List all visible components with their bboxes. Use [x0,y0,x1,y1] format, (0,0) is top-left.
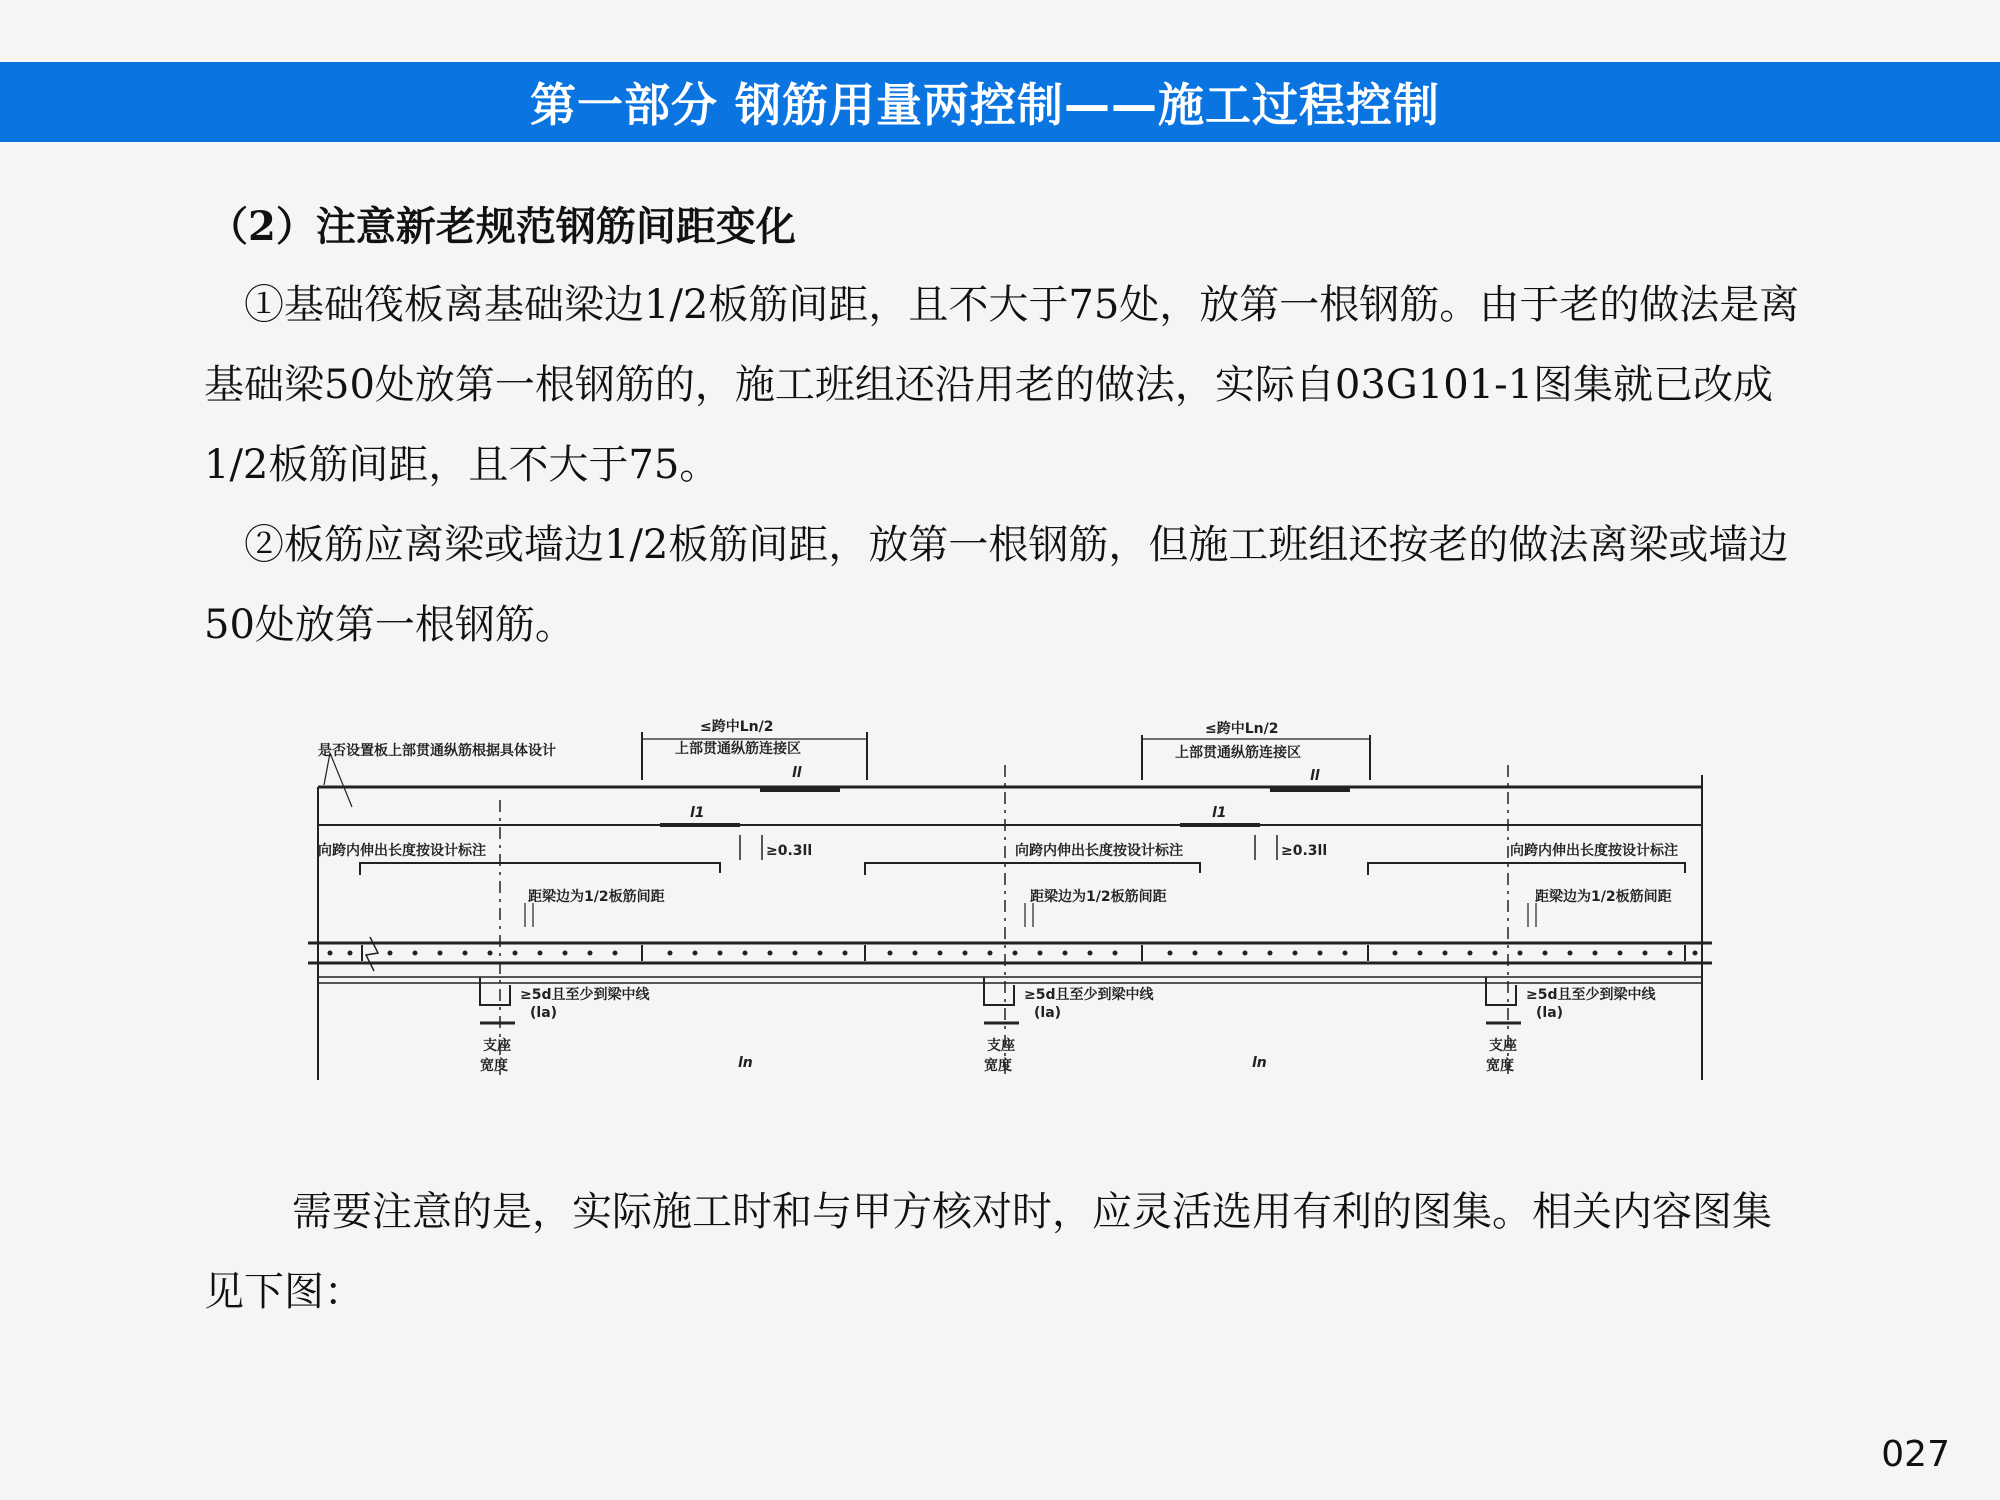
paragraph-1: ①基础筏板离基础梁边1/2板筋间距，且不大于75处，放第一根钢筋。由于老的做法是离基础梁50处放第一根钢筋的，施工班组还沿用老的做法，实际自03G101-1图集就已改成1/2板筋间距，且不大于75。 [204,282,1800,488]
page-number: 027 [1881,1434,1950,1475]
ll-label-2: ll [1310,768,1320,784]
anchor-note-3: ≥5d且至少到梁中线 [1526,987,1656,1003]
support-width-1: 宽度 [480,1058,508,1074]
ll-label-1: ll [792,765,802,781]
bar-distance-note-1: 距梁边为1/2板筋间距 [528,889,665,905]
bar-distance-note-2: 距梁边为1/2板筋间距 [1030,889,1167,905]
span-mid-label-1: ≤跨中Ln/2 [700,719,774,735]
bar-distance-note-3: 距梁边为1/2板筋间距 [1535,889,1672,905]
span-mid-label-2: ≤跨中Ln/2 [1205,721,1279,737]
extend-note-1: 向跨内伸出长度按设计标注 [318,843,486,859]
anchor-sub-2: (la) [1034,1005,1062,1021]
note-top-left: 是否设置板上部贯通纵筋根据具体设计 [318,743,556,759]
splice-zone-label-1: 上部贯通纵筋连接区 [675,741,801,757]
support-width-2: 宽度 [984,1058,1012,1074]
page-title: 第一部分 钢筋用量两控制——施工过程控制 [529,78,1440,132]
anchor-sub-1: (la) [530,1005,558,1021]
paragraph-2: ②板筋应离梁或墙边1/2板筋间距，放第一根钢筋，但施工班组还按老的做法离梁或墙边50处放第一根钢筋。 [204,522,1789,648]
rebar-drawing-svg [300,705,1720,1090]
anchor-sub-3: (la) [1536,1005,1564,1021]
support-width-3: 宽度 [1486,1058,1514,1074]
span-length-2: ln [1252,1055,1267,1071]
dim-03-label-1: ≥0.3ll [766,843,813,859]
support-label-1: 支座 [483,1038,511,1054]
paragraph-3: 需要注意的是，实际施工时和与甲方核对时，应灵活选用有利的图集。相关内容图集见下图： [204,1189,1772,1315]
anchor-note-2: ≥5d且至少到梁中线 [1024,987,1154,1003]
splice-zone-label-2: 上部贯通纵筋连接区 [1175,745,1301,761]
l1-label-2: l1 [1212,805,1227,821]
section-heading: （2）注意新老规范钢筋间距变化 [208,203,796,250]
l1-label-1: l1 [690,805,705,821]
extend-note-3: 向跨内伸出长度按设计标注 [1510,843,1678,859]
span-length-1: ln [738,1055,753,1071]
rebar-drawing [300,705,1720,1090]
support-label-3: 支座 [1489,1038,1517,1054]
dim-03-label-2: ≥0.3ll [1281,843,1328,859]
support-label-2: 支座 [987,1038,1015,1054]
extend-note-2: 向跨内伸出长度按设计标注 [1015,843,1183,859]
anchor-note-1: ≥5d且至少到梁中线 [520,987,650,1003]
title-bar [0,62,2000,142]
